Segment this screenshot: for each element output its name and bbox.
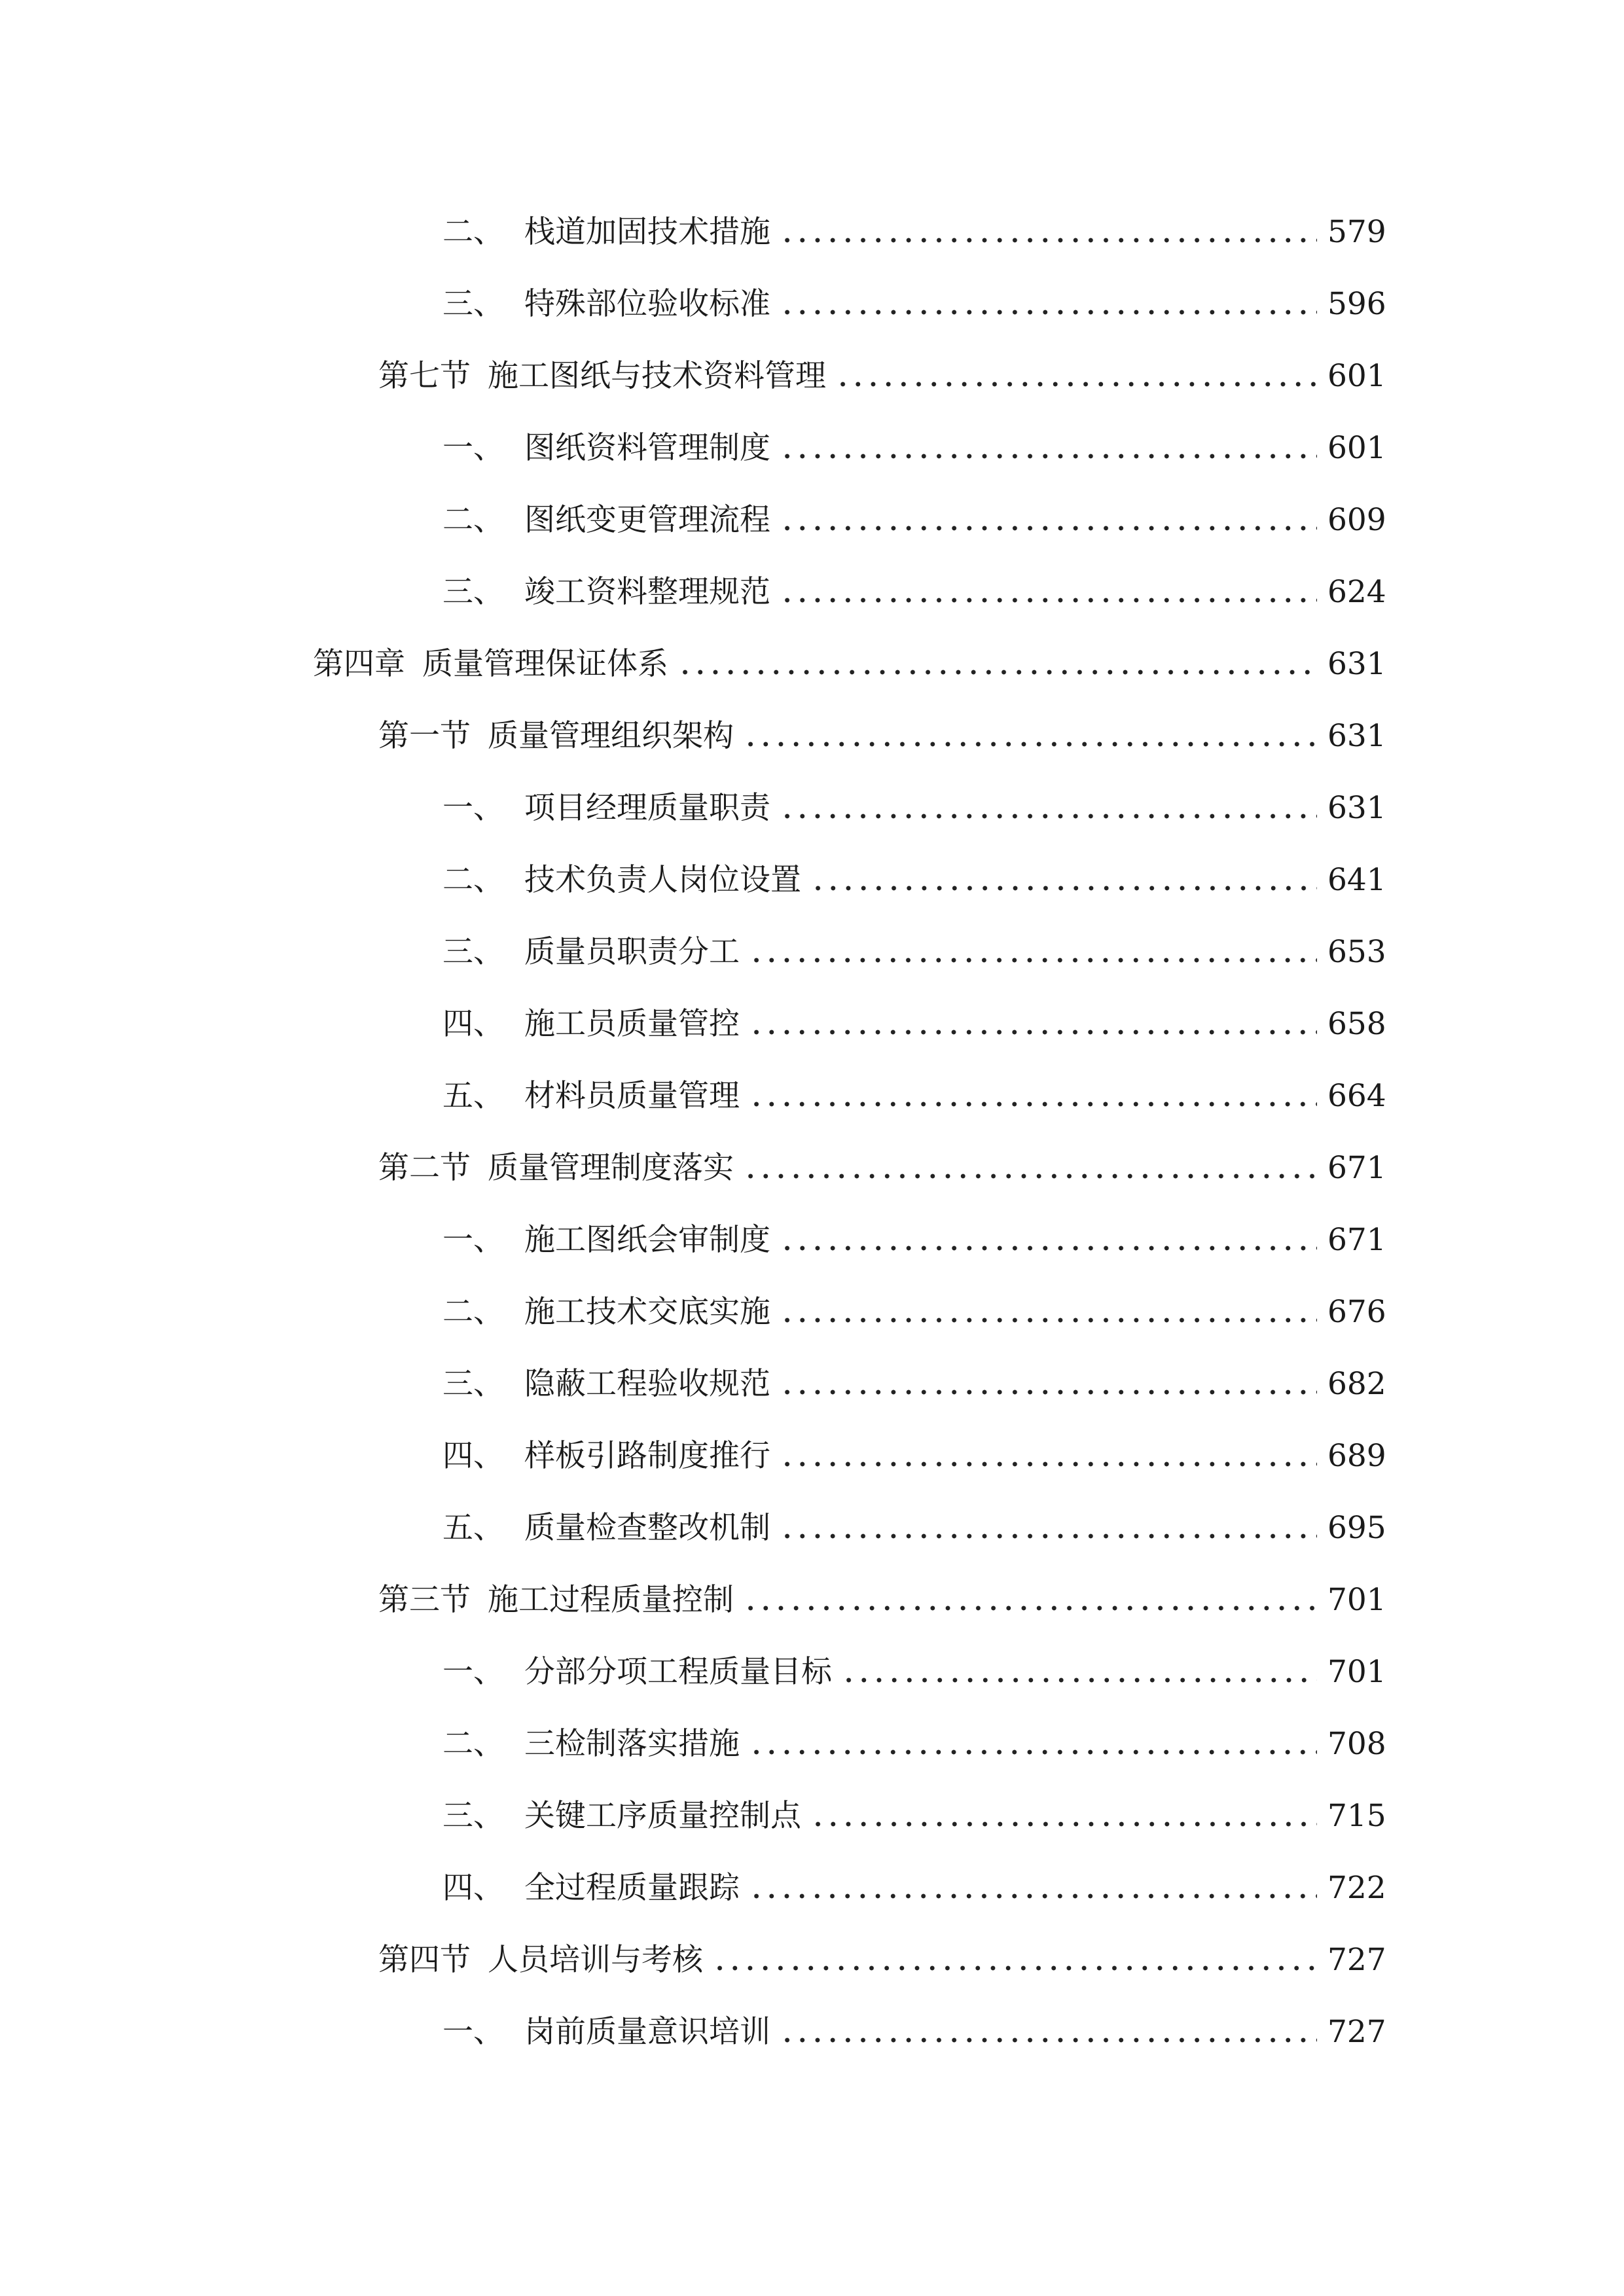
toc-entry-page: 676: [1327, 1294, 1386, 1327]
toc-entry-number: 四、: [442, 1870, 504, 1903]
toc-entry-number: 第四章: [313, 646, 405, 679]
toc-entry-number: 三、: [442, 1798, 504, 1831]
toc-entry-page: 708: [1327, 1726, 1386, 1759]
dot-leader: [749, 1731, 1317, 1757]
toc-entry[interactable]: [442, 1268, 1624, 1327]
toc-entry-number: 一、: [442, 430, 504, 463]
toc-entry-page: 671: [1327, 1222, 1386, 1255]
toc-entry-title: 岗前质量意识培训: [524, 2014, 770, 2047]
toc-entry-page: 631: [1327, 646, 1386, 679]
toc-entry-title: 特殊部位验收标准: [524, 286, 770, 319]
dot-leader: [810, 867, 1317, 893]
dot-leader: [780, 2018, 1317, 2045]
toc-entry-page: 695: [1327, 1510, 1386, 1543]
dot-leader: [841, 1659, 1317, 1685]
toc-entry-number: 第七节: [378, 358, 471, 391]
toc-entry-title: 图纸变更管理流程: [524, 502, 770, 535]
toc-entry-number: 二、: [442, 1726, 504, 1759]
toc-entry-number: 三、: [442, 286, 504, 319]
toc-entry-number: 二、: [442, 214, 504, 247]
toc-entry-page: 624: [1327, 574, 1386, 607]
dot-leader: [743, 723, 1317, 749]
toc-entry[interactable]: [442, 404, 1624, 463]
dot-leader: [780, 1515, 1317, 1541]
dot-leader: [780, 1371, 1317, 1397]
toc-entry-number: 三、: [442, 934, 504, 967]
toc-entry[interactable]: [442, 548, 1624, 607]
toc-entry[interactable]: [442, 1988, 1624, 2047]
toc-entry-number: 二、: [442, 1294, 504, 1327]
toc-entry-title: 质量管理制度落实: [488, 1150, 734, 1183]
toc-entry-title: 施工过程质量控制: [488, 1582, 734, 1615]
toc-entry-number: 五、: [442, 1078, 504, 1111]
toc-entry[interactable]: [442, 1484, 1624, 1543]
dot-leader: [743, 1587, 1317, 1613]
toc-entry-title: 人员培训与考核: [488, 1942, 703, 1975]
toc-entry[interactable]: [313, 620, 1624, 679]
toc-entry[interactable]: [442, 1052, 1624, 1111]
toc-entry-page: 601: [1327, 358, 1386, 391]
dot-leader: [780, 435, 1317, 461]
dot-leader: [780, 1299, 1317, 1325]
toc-entry-number: 第三节: [378, 1582, 471, 1615]
dot-leader: [780, 291, 1317, 317]
toc-entry-page: 609: [1327, 502, 1386, 535]
toc-entry-title: 图纸资料管理制度: [524, 430, 770, 463]
toc-entry-title: 技术负责人岗位设置: [524, 862, 801, 895]
dot-leader: [780, 219, 1317, 245]
toc-entry[interactable]: [442, 1772, 1624, 1831]
dot-leader: [749, 1011, 1317, 1037]
dot-leader: [780, 1443, 1317, 1469]
toc-entry-title: 质量检查整改机制: [524, 1510, 770, 1543]
toc-entry-title: 项目经理质量职责: [524, 790, 770, 823]
toc-entry-title: 材料员质量管理: [524, 1078, 740, 1111]
toc-entry-page: 727: [1327, 2014, 1386, 2047]
toc-entry-number: 第四节: [378, 1942, 471, 1975]
toc-entry-title: 关键工序质量控制点: [524, 1798, 801, 1831]
toc-entry-page: 722: [1327, 1870, 1386, 1903]
toc-entry-title: 分部分项工程质量目标: [524, 1654, 832, 1687]
toc-entry-title: 全过程质量跟踪: [524, 1870, 740, 1903]
toc-entry-title: 样板引路制度推行: [524, 1438, 770, 1471]
dot-leader: [749, 1083, 1317, 1109]
toc-entry-number: 三、: [442, 1366, 504, 1399]
toc-entry-page: 631: [1327, 790, 1386, 823]
toc-entry-page: 701: [1327, 1582, 1386, 1615]
toc-entry-title: 栈道加固技术措施: [524, 214, 770, 247]
dot-leader: [780, 579, 1317, 605]
dot-leader: [743, 1155, 1317, 1181]
toc-entry-page: 664: [1327, 1078, 1386, 1111]
toc-entry-page: 601: [1327, 430, 1386, 463]
toc-entry-title: 施工图纸与技术资料管理: [488, 358, 826, 391]
toc-entry-page: 596: [1327, 286, 1386, 319]
toc-entry-number: 一、: [442, 790, 504, 823]
dot-leader: [749, 1874, 1317, 1901]
toc-entry-page: 727: [1327, 1942, 1386, 1975]
toc-entry-number: 五、: [442, 1510, 504, 1543]
dot-leader: [677, 651, 1317, 677]
dot-leader: [810, 1803, 1317, 1829]
toc-entry-page: 682: [1327, 1366, 1386, 1399]
dot-leader: [835, 363, 1317, 389]
dot-leader: [780, 795, 1317, 821]
toc-entry-page: 579: [1327, 214, 1386, 247]
toc-entry[interactable]: [442, 836, 1624, 895]
dot-leader: [712, 1946, 1317, 1973]
toc-entry[interactable]: [442, 1628, 1624, 1687]
toc-entry-number: 二、: [442, 862, 504, 895]
toc-entry-title: 隐蔽工程验收规范: [524, 1366, 770, 1399]
dot-leader: [749, 939, 1317, 965]
toc-entry[interactable]: [442, 476, 1624, 535]
toc-entry-number: 二、: [442, 502, 504, 535]
toc-entry-number: 一、: [442, 1222, 504, 1255]
toc-entry-number: 四、: [442, 1438, 504, 1471]
toc-entry-number: 一、: [442, 2014, 504, 2047]
toc-entry-page: 653: [1327, 934, 1386, 967]
toc-entry-page: 715: [1327, 1798, 1386, 1831]
toc-entry-title: 施工员质量管控: [524, 1006, 740, 1039]
toc-entry[interactable]: [442, 1340, 1624, 1399]
toc-entry[interactable]: [442, 188, 1624, 247]
toc-entry[interactable]: [442, 1196, 1624, 1255]
toc-entry[interactable]: [442, 1844, 1624, 1903]
toc-entry[interactable]: [378, 1556, 1624, 1615]
toc-entry[interactable]: [378, 692, 1624, 751]
toc-entry-page: 671: [1327, 1150, 1386, 1183]
toc-entry[interactable]: [442, 260, 1624, 319]
toc-entry-number: 第二节: [378, 1150, 471, 1183]
toc-entry[interactable]: [442, 908, 1624, 967]
toc-entry-title: 质量员职责分工: [524, 934, 740, 967]
toc-entry[interactable]: [442, 1412, 1624, 1471]
toc-entry-title: 质量管理保证体系: [422, 646, 668, 679]
toc-entry-page: 641: [1327, 862, 1386, 895]
toc-entry[interactable]: [378, 1916, 1624, 1975]
toc-entry[interactable]: [378, 332, 1624, 391]
toc-entry[interactable]: [442, 764, 1624, 823]
toc-entry-page: 701: [1327, 1654, 1386, 1687]
toc-entry-number: 四、: [442, 1006, 504, 1039]
toc-entry-number: 第一节: [378, 718, 471, 751]
dot-leader: [780, 507, 1317, 533]
dot-leader: [780, 1227, 1317, 1253]
toc-entry[interactable]: [442, 980, 1624, 1039]
toc-entry-number: 一、: [442, 1654, 504, 1687]
toc-entry-number: 三、: [442, 574, 504, 607]
toc-entry-page: 631: [1327, 718, 1386, 751]
toc-entry-page: 689: [1327, 1438, 1386, 1471]
toc-entry[interactable]: [442, 1700, 1624, 1759]
toc-entry-page: 658: [1327, 1006, 1386, 1039]
toc-entry-title: 施工技术交底实施: [524, 1294, 770, 1327]
toc-entry-title: 质量管理组织架构: [488, 718, 734, 751]
toc-entry-title: 施工图纸会审制度: [524, 1222, 770, 1255]
toc-entry-title: 三检制落实措施: [524, 1726, 740, 1759]
toc-entry[interactable]: [378, 1124, 1624, 1183]
toc-entry-title: 竣工资料整理规范: [524, 574, 770, 607]
